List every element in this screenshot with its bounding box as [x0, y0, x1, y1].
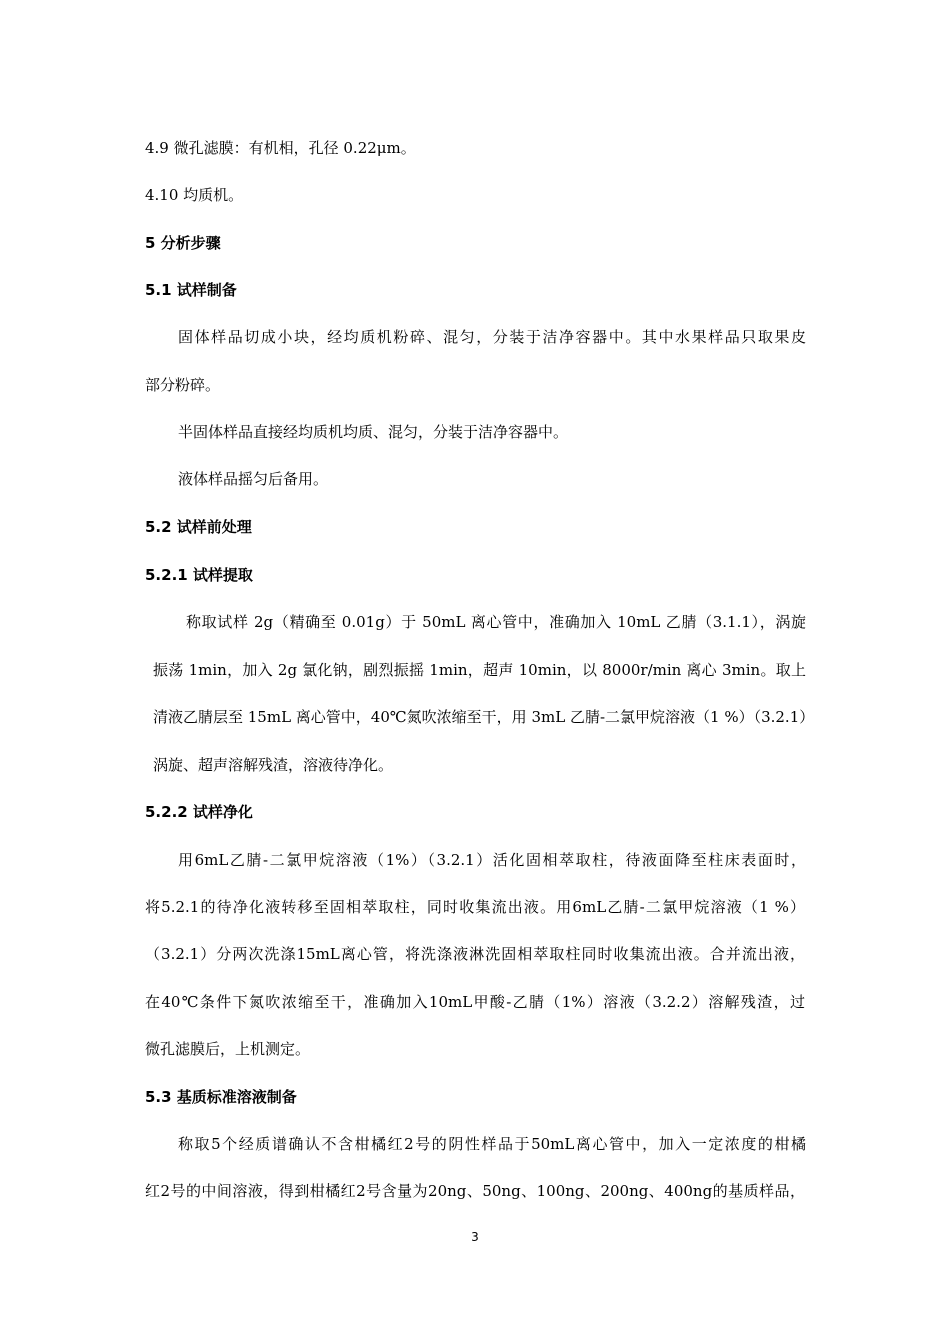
- paragraph-line: 液体样品摇匀后备用。: [178, 470, 329, 488]
- paragraph-line: 在40℃条件下氮吹浓缩至干，准确加入10mL甲酸-乙腈（1%）溶液（3.2.2）溶解残渣，过: [145, 993, 805, 1011]
- paragraph-line: 振荡 1min，加入 2g 氯化钠，剧烈振摇 1min，超声 10min，以 8000r/min 离心 3min。取上: [153, 661, 806, 679]
- paragraph-line: 部分粉碎。: [145, 376, 221, 394]
- paragraph-line: 红2号的中间溶液，得到柑橘红2号含量为20ng、50ng、100ng、200ng、400ng的基质样品，: [145, 1182, 805, 1200]
- paragraph-line: 涡旋、超声溶解残渣，溶液待净化。: [153, 756, 394, 774]
- section-5-heading: 5 分析步骤: [145, 234, 221, 252]
- section-5-2-heading: 5.2 试样前处理: [145, 518, 252, 536]
- paragraph-line: 固体样品切成小块，经均质机粉碎、混匀，分装于洁净容器中。其中水果样品只取果皮: [178, 328, 806, 346]
- paragraph-line: 清液乙腈层至 15mL 离心管中，40℃氮吹浓缩至干，用 3mL 乙腈-二氯甲烷溶液（1 %）（3.2.1）: [153, 708, 815, 726]
- item-4-10: 4.10 均质机。: [145, 186, 244, 204]
- paragraph-line: 半固体样品直接经均质机均质、混匀，分装于洁净容器中。: [178, 423, 569, 441]
- item-4-9: 4.9 微孔滤膜：有机相，孔径 0.22μm。: [145, 139, 416, 157]
- section-5-2-2-heading: 5.2.2 试样净化: [145, 803, 253, 821]
- section-5-3-heading: 5.3 基质标准溶液制备: [145, 1088, 297, 1106]
- paragraph-line: 称取试样 2g（精确至 0.01g）于 50mL 离心管中，准确加入 10mL 乙腈（3.1.1），涡旋: [186, 613, 806, 631]
- paragraph-line: 称取5个经质谱确认不含柑橘红2号的阴性样品于50mL离心管中，加入一定浓度的柑橘: [178, 1135, 806, 1153]
- section-5-2-1-heading: 5.2.1 试样提取: [145, 566, 253, 584]
- paragraph-line: 微孔滤膜后，上机测定。: [145, 1040, 311, 1058]
- paragraph-line: （3.2.1）分两次洗涤15mL离心管，将洗涤液淋洗固相萃取柱同时收集流出液。合并流出液，: [145, 945, 805, 963]
- paragraph-line: 将5.2.1的待净化液转移至固相萃取柱，同时收集流出液。用6mL乙腈-二氯甲烷溶液（1 %）: [145, 898, 805, 916]
- paragraph-line: 用6mL乙腈-二氯甲烷溶液（1%）（3.2.1）活化固相萃取柱，待液面降至柱床表面时，: [178, 851, 806, 869]
- page-number: 3: [471, 1230, 479, 1244]
- section-5-1-heading: 5.1 试样制备: [145, 281, 237, 299]
